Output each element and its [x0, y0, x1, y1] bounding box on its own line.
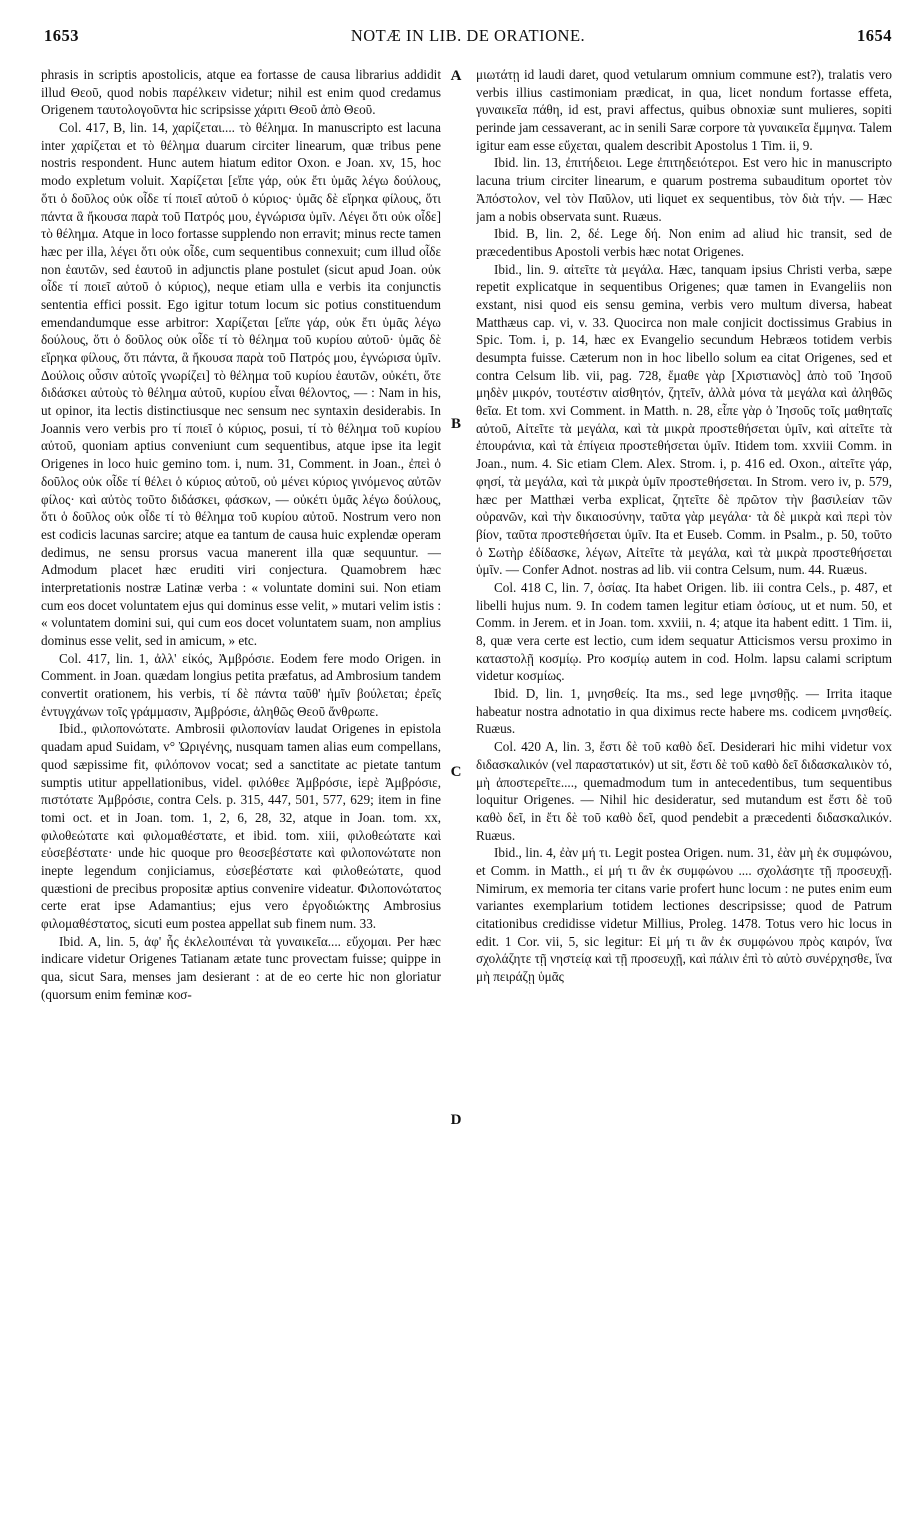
paragraph: μιωτάτῃ id laudi daret, quod vetularum omnium commune est?), tralatis vero verbis illius castimoniam prædicat, in qua, licet nondum fortasse effeta, γυναικεῖα πάθη, id est, pravi affectus, quibus obnoxiæ sunt mulieres, sopiti perinde jam cessaverant, ac in senili Saræ corpore τὰ γυναικεῖα ἔμμηνα. Talem igitur eam esse εὔχεται, qualem describit Apostolus 1 Tim. ii, 9.	[476, 67, 892, 153]
running-title: NOTÆ IN LIB. DE ORATIONE.	[350, 26, 586, 45]
margin-marker-a: A	[450, 68, 462, 84]
paragraph: Ibid. D, lin. 1, μνησθείς. Ita ms., sed lege μνησθῇς. — Irrita itaque habeatur nostra adnotatio in qua diximus recte habere ms. codicem μνησθείς. Ruæus.	[476, 686, 892, 737]
left-column	[41, 66, 441, 1526]
paragraph: Ibid. A, lin. 5, ἀφ' ἧς ἐκλελοιπέναι τὰ γυναικεῖα.... εὔχομαι. Per hæc indicare videtur Origenes Tatianam ætate tunc provectam fuisse; quippe in qua, sicut Sara, menses jam desierant : at de eo certe hic non gloriatur (quorsum enim feminæ κοσ-	[41, 933, 441, 1002]
paragraph: Col. 420 A, lin. 3, ἔστι δὲ τοῦ καθὸ δεῖ. Desiderari hic mihi videtur vox διδασκαλικόν (vel παραστατικόν) ut sit, ἔστι δὲ τοῦ καθὸ δεῖ διδασκαλικὸν τό, μὴ ἀποστερεῖτε...., quemadmodum tum in antecedentibus, tum sequentibus loquitur Origenes. — Nihil hic desideratur, sed mutandum est ἔστι δὲ τοῦ καθὸ δεῖ, in ἔτι δὲ τοῦ καθὸ δεῖ, quod pendebit a præcedenti διδασκαλικόν. Ruæus.	[476, 739, 892, 843]
paragraph: Ibid., lin. 4, ἐὰν μή τι. Legit postea Origen. num. 31, ἐὰν μὴ ἐκ συμφώνου, et Comm. in Matth., εἰ μή τι ἂν ἐκ συμφώνου .... σχολάσητε τῇ προσευχῇ. Nimirum, ex memoria ter citans varie profert hunc locum : ne putes enim eum variantes exemplarium totidem lectiones descripsisse; quod de Patrum citationibus credidisse videtur Millius, Proleg. 1478. Totus vero hic locus in edit. 1 Cor. vii, 5, sic legitur: Εἰ μή τι ἂν ἐκ συμφώνου πρὸς καιρόν, ἵνα σχολάζητε τῇ νηστείᾳ καὶ τῇ προσευχῇ, καὶ πάλιν ἐπὶ τὸ αὐτὸ συνέρχησθε, ἵνα μὴ πειράζῃ ὑμᾶς	[476, 845, 892, 985]
paragraph: Col. 417, lin. 1, ἀλλ' εἰκός, Ἀμβρόσιε. Eodem fere modo Origen. in Comment. in Joan. quædam longius petita præfatus, ad Ambrosium tandem convertit orationem, his verbis, τί δὲ πάντα ταῦθ' ἡμῖν βούλεται; ἐρεῖς ἐντυγχάνων τοῖς γράμμασιν, Ἀμβρόσιε, ἀληθῶς Θεοῦ ἄνθρωπε.	[41, 650, 441, 719]
margin-marker-b: B	[450, 416, 461, 432]
page-number-left: 1653	[44, 26, 79, 45]
paragraph: Col. 417, B, lin. 14, χαρίζεται.... τὸ θέλημα. In manuscripto est lacuna inter χαρίζεται et τὸ θέλημα duarum circiter linearum, quæ tribus pene nostris respondent. Hunc autem hiatum editor Oxon. e Joan. xv, 15, hoc modo expletum voluit. Χαρίζεται [εἴπε γάρ, οὐκ ἔτι ὑμᾶς λέγω δούλους, ὅτι ὁ δοῦλος οὐκ οἶδε τί ποιεῖ αὐτοῦ ὁ κύριος· ὑμᾶς δὲ εἴρηκα φίλους, ὅτι πάντα ἃ ἤκουσα παρὰ τοῦ Πατρός μου, ἐγνώρισα ὑμῖν. Λέγει ὅτι οὐκ οἶδε] τὸ θέλημα. Atque in loco fortasse supplendo non erravit; minus recte tamen hæc per illa, λέγει ὅτι οὐκ οἶδε, cum sequentibus connexuit; cum illud οἶδε non ἑαυτῶν, sed ἑαυτοῦ in adjunctis plane postulet (sicut apud Joan. οὐκ οἶδε τί ποιεῖ αὐτοῦ ὁ κύριος), neque etiam ulla e verbis ita conjunctis sententia effici possit. Ego igitur totum locum sic potius constituendum emendandumque esse arbitror: Χαρίζεται [εἴπε γάρ, οὐκ ἔτι ὑμᾶς λέγω δούλους, ὅτι ὁ δοῦλος οὐκ οἶδε τί τὸ θέλημα τοῦ κυρίου αὐτοῦ· ὑμᾶς δὲ εἴρηκα φίλους, ὅτι πάντα, ἃ ἤκουσα παρὰ τοῦ Πατρός μου, ἐγνώρισα ὑμῖν. Δούλοις οὖσιν αὐτοῖς γνωρίζει] τὸ θέλημα τοῦ κυρίου ἑαυτῶν, οὐκέτι, ὅτε διδάσκει αὐτοὺς τὸ θέλημα αὐτοῦ, κυρίου εἶναι θέλοντος, — : Nam in his, ut opinor, ita lectis distinctiusque nec sensum nec syntaxin desiderabis. In Joannis vero verbis pro τί ποιεῖ ὁ κύριος, posui, τί τὸ θέλημα τοῦ κυρίου αὐτοῦ, quoniam aptius conveniunt cum sequentibus, atque ipse ita legit Origenes in loco huic gemino tom. i, num. 31, Comment. in Joan., ἐπεὶ ὁ δοῦλος οὐκ οἶδε τί θέλει ὁ κύριος αὐτοῦ, οὐ μένει κύριος γινόμενος αὐτῶν φίλος· καὶ αὐτὸς τοῦτο διδάσκει, φάσκων, — οὐκέτι ὑμᾶς λέγω δούλους, ὅτι ὁ δοῦλος οὐκ οἶδε τί τὸ θέλημα τοῦ κυρίου αὐτοῦ. Nostrum vero non est codicis lacunas sarcire; atque ea tantum de causa huic explendæ operam dedimus, ne sensu prorsus vacua manerent illa quæ sequuntur. — Admodum placet hæc eruditi viri conjectura. Quamobrem hæc interpretationis nostræ Latinæ verba : « voluntate domini sui. Non etiam cum eos docet voluntatem ejus qui dominus esse velit, » mutari velim istis : « voluntatem domini sui, qui cum eos docet voluntatem suam, non amplius dominus esse velit, sed in amicum, » etc.	[41, 120, 441, 648]
margin-marker-d: D	[450, 1112, 462, 1128]
margin-marker-c: C	[450, 764, 462, 780]
paragraph: Ibid., lin. 9. αἰτεῖτε τὰ μεγάλα. Hæc, tanquam ipsius Christi verba, sæpe repetit explicatque in sequentibus Origenes; quæ tamen in Evangeliis non exstant, nisi quod eis sensu gemina, verbis vero multum diversa, habeat Matthæus cap. vi, v. 33. Quocirca non male conjicit doctissimus Grabius in Spic. Tom. i, p. 14, hæc ex Evangelio secundum Hebræos totidem verbis desumpta fuisse. Cæterum non in hoc libello solum ea citat Origenes, sed et contra Celsum lib. vii, pag. 728, ἔμαθε γὰρ [Χριστιανὸς] ἀπὸ τοῦ Ἰησοῦ μηδὲν μικρόν, τουτέστιν αἰσθητόν, ζητεῖν, ἀλλὰ μόνα τὰ μεγάλα καὶ ἀληθῶς θεῖα. Et tom. xvi Comment. in Matth. n. 28, εἶπε γὰρ ὁ Ἰησοῦς τοῖς μαθηταῖς αὐτοῦ, Αἰτεῖτε τὰ μεγάλα, καὶ τὰ μικρὰ προστεθήσεται ὑμῖν, καὶ αἰτεῖτε τὰ ἐπουράνια, καὶ τὰ ἐπίγεια προστεθήσεται ὑμῖν. Itidem tom. xxviii Comm. in Joan., num. 4. Sic etiam Clem. Alex. Strom. i, p. 416 ed. Oxon., αἰτεῖτε γάρ, φησί, τὰ μεγάλα, καὶ τὰ μικρὰ ὑμῖν προστεθήσεται. In Strom. vero iv, p. 579, hæc per Matthæi verba explicat, ζητεῖτε δὲ πρῶτον τὴν βασιλείαν τῶν οὐρανῶν, καὶ τὴν δικαιοσύνην, ταῦτα γὰρ μεγάλα· τὰ δὲ μικρὰ καὶ περὶ τὸν βίον, ταῦτα προστεθήσεται ὑμῖν. Ita et Euseb. Comm. in Psalm., p. 50, τοῦτο ὁ Σωτὴρ ἐδίδασκε, λέγων, Αἰτεῖτε τὰ μεγάλα, καὶ τὰ μικρὰ προστεθήσεται ὑμῖν. — Confer Adnot. nostras ad lib. vii contra Celsum, num. 44. Ruæus.	[476, 261, 892, 578]
paragraph: Ibid., φιλοπονώτατε. Ambrosii φιλοπονίαν laudat Origenes in epistola quadam apud Suidam, v° Ὠριγένης, nusquam tamen alias eum compellans, quod sæpissime fit, φιλόπονον vocat; sed a sanctitate ac pietate tantum sumptis utitur appellationibus, videl. φιλόθεε Ἀμβρόσιε, ἱερὲ Ἀμβρόσιε, πιστότατε Ἀμβρόσιε, contra Cels. p. 315, 447, 501, 577, 629; item in fine tomi oct. et in Joan. tom. 1, 2, 6, 28, 32, atque in Joan. tom. xx, φιλοθεώτατε καὶ φιλομαθέστατε, et ibid. tom. xiii, φιλοθεώτατε καὶ εὐσεβέστατε· unde hic quoque pro θεοσεβέστατε καὶ φιλοπονώτατε non inepte legendum conjiciamus, εὐσεβέστατε καὶ φιλοθεώτατε, quod quæstioni de precibus propositæ aptius convenire videatur. Φιλοπονώτατος certe erat ipse Adamantius; ejus vero ἐργοδιώκτης Ambrosius φιλομαθέστατος, sicuti eum postea appellat sub finem num. 33.	[41, 721, 441, 931]
running-head	[44, 26, 892, 52]
paragraph: phrasis in scriptis apostolicis, atque ea fortasse de causa librarius addidit illud Θεοῦ, quod nobis παρέλκειν videtur; nihil est enim quod credamus Origenem ταυτολογοῦντα hic scripsisse χάριτι Θεοῦ ἀπὸ Θεοῦ.	[41, 67, 441, 118]
page-number-right: 1654	[857, 26, 892, 45]
paragraph: Ibid. lin. 13, ἐπιτήδειοι. Lege ἐπιτηδειότεροι. Est vero hic in manuscripto lacuna trium circiter linearum, e quarum postrema subauditum oportet τὸν Ἀπόστολον, vel τὸν Παῦλον, uti liquet ex sequentibus, τὸν διὰ τήν. — Hæc jam a nobis observata sunt. Ruæus.	[476, 155, 892, 224]
paragraph: Ibid. B, lin. 2, δέ. Lege δή. Non enim ad aliud hic transit, sed de præcedentibus Apostoli verbis hæc notat Origenes.	[476, 226, 892, 259]
right-column	[476, 66, 892, 1526]
paragraph: Col. 418 C, lin. 7, ὁσίας. Ita habet Origen. lib. iii contra Cels., p. 487, et libelli hujus num. 9. In codem tamen legitur etiam ὁσίους, ut et num. 50, et Comm. in Jerem. et in Joan. tom. xxviii, n. 4; atque ita habent editt. 1 Tim. ii, 8, quæ vera certe est lectio, cum idem sequatur Atticismos versu proximo in καταστολῇ κοσμίῳ. Pro κοσμίῳ autem in cod. Holm. lapsu calami scriptum videtur κοσμίως.	[476, 579, 892, 684]
